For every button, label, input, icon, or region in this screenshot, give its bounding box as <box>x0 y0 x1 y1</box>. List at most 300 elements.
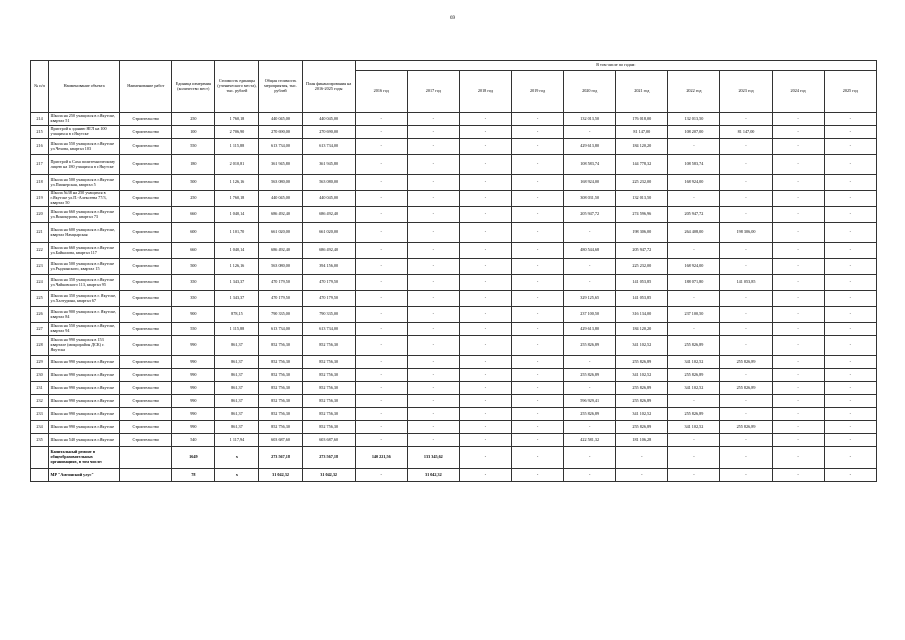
table-cell: Школа на 990 учащихся в 153 квартале (микрорайон ДСК) г. Якутска <box>49 336 120 356</box>
table-cell: Строительство <box>120 356 172 369</box>
table-cell: - <box>772 369 824 382</box>
table-cell: 341 102,52 <box>668 382 720 395</box>
table-cell: - <box>720 191 772 207</box>
table-cell: - <box>512 155 564 175</box>
table-cell: - <box>512 395 564 408</box>
table-cell: - <box>772 175 824 191</box>
table-cell: - <box>459 207 511 223</box>
table-cell: - <box>512 336 564 356</box>
table-cell: - <box>720 139 772 155</box>
table-cell: 1 040,14 <box>215 243 259 259</box>
table-row <box>31 408 877 421</box>
table-cell: - <box>824 434 876 447</box>
table-cell: 198 306,00 <box>720 223 772 243</box>
table-cell: 861,37 <box>215 421 259 434</box>
table-row <box>31 434 877 447</box>
table-cell: - <box>772 469 824 482</box>
table-cell: - <box>720 175 772 191</box>
table-cell: - <box>459 155 511 175</box>
table-cell: 790 335,00 <box>302 307 355 323</box>
table-cell: - <box>772 307 824 323</box>
table-cell: Строительство <box>120 369 172 382</box>
table-cell: 861,37 <box>215 356 259 369</box>
table-total-row <box>31 469 877 482</box>
table-cell: Строительство <box>120 421 172 434</box>
table-cell: - <box>772 447 824 469</box>
table-cell: 660 <box>172 243 215 259</box>
table-cell: - <box>824 155 876 175</box>
table-cell: - <box>407 323 459 336</box>
table-cell: - <box>772 243 824 259</box>
table-cell: - <box>407 336 459 356</box>
table-cell: - <box>720 323 772 336</box>
table-row <box>31 113 877 126</box>
table-cell: - <box>824 307 876 323</box>
table-cell: 1 343,37 <box>215 275 259 291</box>
table-cell: Строительство <box>120 434 172 447</box>
table-cell: 852 756,30 <box>302 382 355 395</box>
table-cell: - <box>512 291 564 307</box>
table-cell: 852 756,30 <box>259 336 302 356</box>
table-cell: 255 826,89 <box>668 369 720 382</box>
table-cell: - <box>355 369 407 382</box>
table-cell: 341 102,52 <box>668 356 720 369</box>
table-row <box>31 323 877 336</box>
table-cell: 900 <box>172 307 215 323</box>
table-cell: 270 690,00 <box>259 126 302 139</box>
table-cell: - <box>355 155 407 175</box>
table-cell: - <box>512 469 564 482</box>
table-cell: Школа на 990 учащихся в г.Якутске <box>49 408 120 421</box>
table-cell: - <box>407 307 459 323</box>
table-cell: Школа на 660 учащихся в г.Якутске ул.Винокурова, квартал 73 <box>49 207 120 223</box>
table-cell: - <box>355 408 407 421</box>
table-cell: 852 756,30 <box>302 395 355 408</box>
table-cell: 852 756,30 <box>259 395 302 408</box>
table-cell: - <box>668 191 720 207</box>
table-cell: 205 947,72 <box>668 207 720 223</box>
table-cell: 440 045,00 <box>302 113 355 126</box>
table-cell: 184 120,20 <box>616 323 668 336</box>
table-cell: - <box>512 447 564 469</box>
table-row <box>31 139 877 155</box>
table-cell: 596 929,41 <box>564 395 616 408</box>
table-cell: - <box>355 275 407 291</box>
table-row <box>31 155 877 175</box>
table-cell: 1649 <box>172 447 215 469</box>
table-cell: - <box>824 207 876 223</box>
table-cell: 255 826,89 <box>564 369 616 382</box>
table-cell: 255 826,89 <box>564 408 616 421</box>
table-cell: 255 826,89 <box>616 395 668 408</box>
table-cell: - <box>824 243 876 259</box>
table-cell: - <box>459 369 511 382</box>
table-cell: 234 <box>31 421 49 434</box>
table-cell: 394 156,00 <box>302 259 355 275</box>
table-cell: 220 <box>31 207 49 223</box>
table-cell: - <box>355 291 407 307</box>
table-cell: 686 492,40 <box>259 243 302 259</box>
table-cell: 250 <box>172 191 215 207</box>
table-cell: Строительство <box>120 408 172 421</box>
table-row <box>31 175 877 191</box>
table-cell: - <box>407 113 459 126</box>
col-header-2021: 2021 год <box>616 71 668 113</box>
table-cell: 229 <box>31 356 49 369</box>
table-cell: 216 <box>31 139 49 155</box>
table-cell: - <box>824 139 876 155</box>
table-cell: - <box>772 223 824 243</box>
table-row <box>31 336 877 356</box>
table-cell: 273 567,18 <box>302 447 355 469</box>
table-cell: - <box>668 139 720 155</box>
table-cell: - <box>407 155 459 175</box>
table-cell: - <box>407 408 459 421</box>
table-cell: - <box>355 223 407 243</box>
table-cell: - <box>824 275 876 291</box>
table-cell: - <box>459 139 511 155</box>
table-cell: - <box>355 113 407 126</box>
table-cell: 225 232,00 <box>616 259 668 275</box>
table-cell: 861,37 <box>215 408 259 421</box>
table-cell: - <box>668 469 720 482</box>
table-cell: - <box>512 421 564 434</box>
table-cell: - <box>459 291 511 307</box>
table-cell: Строительство <box>120 291 172 307</box>
table-cell: 132 013,50 <box>616 191 668 207</box>
table-cell: - <box>355 139 407 155</box>
table-cell: - <box>772 323 824 336</box>
table-cell: 990 <box>172 369 215 382</box>
table-cell: Строительство <box>120 113 172 126</box>
table-cell: 227 <box>31 323 49 336</box>
table-cell <box>120 469 172 482</box>
table-cell: 221 <box>31 223 49 243</box>
table-cell: 233 <box>31 408 49 421</box>
table-cell: 990 <box>172 356 215 369</box>
table-cell: - <box>564 275 616 291</box>
table-cell: - <box>512 434 564 447</box>
table-cell: 1 760,18 <box>215 191 259 207</box>
table-cell: - <box>720 207 772 223</box>
table-cell: Школа на 990 учащихся в г.Якутске <box>49 382 120 395</box>
table-cell: 341 102,52 <box>616 369 668 382</box>
table-cell: - <box>824 291 876 307</box>
table-cell: 255 826,89 <box>668 408 720 421</box>
table-cell: 852 756,30 <box>259 356 302 369</box>
table-cell: - <box>459 175 511 191</box>
table-cell: - <box>512 369 564 382</box>
table-cell: - <box>772 395 824 408</box>
table-cell: Строительство <box>120 323 172 336</box>
table-cell: - <box>564 421 616 434</box>
table-cell: 686 492,40 <box>302 207 355 223</box>
table-cell: - <box>459 223 511 243</box>
table-cell: - <box>772 421 824 434</box>
table-row <box>31 395 877 408</box>
table-cell: 878,15 <box>215 307 259 323</box>
table-cell: 141 053,85 <box>720 275 772 291</box>
table-cell: 1 117,94 <box>215 434 259 447</box>
table-cell: - <box>720 307 772 323</box>
table-cell: - <box>824 223 876 243</box>
table-cell: 215 <box>31 126 49 139</box>
table-cell: - <box>355 469 407 482</box>
col-header-2022: 2022 год <box>668 71 720 113</box>
table-cell: - <box>459 243 511 259</box>
table-cell: Строительство <box>120 307 172 323</box>
table-cell: 222 <box>31 243 49 259</box>
table-cell: 108 207,00 <box>668 126 720 139</box>
col-header-2025: 2025 год <box>824 71 876 113</box>
table-cell: - <box>407 395 459 408</box>
table-cell: Школа на 350 учащихся в г.Якутске ул.Чайковского 113, квартал 95 <box>49 275 120 291</box>
table-cell: Строительство <box>120 139 172 155</box>
table-cell: Школа на 500 учащихся в г.Якутске ул.Рыдзинского, квартал 15 <box>49 259 120 275</box>
table-cell: 361 945,80 <box>302 155 355 175</box>
table-cell: 1 343,37 <box>215 291 259 307</box>
table-cell: Школа на 990 учащихся в г.Якутске <box>49 356 120 369</box>
table-cell: 613 734,00 <box>259 139 302 155</box>
table-cell: 350 <box>172 275 215 291</box>
table-cell: 308 031,50 <box>564 191 616 207</box>
table-cell: - <box>512 259 564 275</box>
table-cell: Строительство <box>120 336 172 356</box>
table-row <box>31 356 877 369</box>
table-cell: - <box>720 259 772 275</box>
table-cell: - <box>512 323 564 336</box>
table-cell: Строительство <box>120 275 172 291</box>
table-cell: - <box>616 447 668 469</box>
col-header-2020: 2020 год <box>564 71 616 113</box>
table-cell: 329 125,65 <box>564 291 616 307</box>
table-row <box>31 307 877 323</box>
table-cell: 550 <box>172 323 215 336</box>
table-cell: - <box>512 139 564 155</box>
table-header <box>31 61 877 113</box>
table-cell: - <box>720 291 772 307</box>
table-cell: Школа на 500 учащихся в г.Якутске ул.Пионерская, квартал 5 <box>49 175 120 191</box>
table-cell: 600 <box>172 223 215 243</box>
table-cell: 341 102,52 <box>616 336 668 356</box>
table-cell: 429 613,80 <box>564 323 616 336</box>
table-cell: - <box>459 336 511 356</box>
table-cell: 660 <box>172 207 215 223</box>
table-cell: Строительство <box>120 155 172 175</box>
table-cell: 78 <box>172 469 215 482</box>
table-cell: - <box>824 126 876 139</box>
table-cell: 31 042,32 <box>302 469 355 482</box>
table-cell: - <box>720 336 772 356</box>
table-cell: 255 826,89 <box>616 356 668 369</box>
table-cell: - <box>772 382 824 395</box>
table-row <box>31 243 877 259</box>
table-cell: Школа на 600 учащихся в г.Якутске, квартал Намцырская <box>49 223 120 243</box>
table-cell: 205 947,72 <box>616 243 668 259</box>
table-cell: 686 492,40 <box>259 207 302 223</box>
col-header-2023: 2023 год <box>720 71 772 113</box>
table-cell: - <box>355 207 407 223</box>
col-header-object: Наименование объекта <box>49 61 120 113</box>
table-cell: 100 <box>172 126 215 139</box>
table-cell: 440 045,00 <box>259 113 302 126</box>
table-cell: Школа на 550 учащихся в г.Якутске ул.Чехова, квартал 103 <box>49 139 120 155</box>
table-cell: 219 <box>31 191 49 207</box>
table-cell: 852 756,30 <box>259 369 302 382</box>
table-cell: 205 947,72 <box>564 207 616 223</box>
table-cell: Капитальный ремонт в общеобразовательных организациях, в том числе: <box>49 447 120 469</box>
table-cell: - <box>564 356 616 369</box>
table-cell: - <box>772 259 824 275</box>
table-cell: 1 115,88 <box>215 139 259 155</box>
table-cell: Пристрой к зданию ЯГЛ на 100 учащихся в г.Якутске <box>49 126 120 139</box>
table-cell: - <box>772 434 824 447</box>
table-cell: 81 147,00 <box>616 126 668 139</box>
table-cell: - <box>512 175 564 191</box>
table-cell: 225 232,00 <box>616 175 668 191</box>
table-cell: 852 756,30 <box>302 336 355 356</box>
table-cell: 480 544,68 <box>564 243 616 259</box>
table-cell: 563 080,00 <box>259 259 302 275</box>
table-cell: - <box>668 291 720 307</box>
table-cell: - <box>772 207 824 223</box>
table-cell: - <box>355 434 407 447</box>
table-cell: 255 826,89 <box>668 336 720 356</box>
table-cell: 250 <box>172 113 215 126</box>
table-cell: - <box>668 447 720 469</box>
table-cell: - <box>720 395 772 408</box>
table-cell: - <box>824 323 876 336</box>
table-cell: - <box>459 395 511 408</box>
table-cell: - <box>459 323 511 336</box>
table-cell: 1 126,16 <box>215 175 259 191</box>
table-cell: - <box>720 408 772 421</box>
table-cell: - <box>824 369 876 382</box>
table-cell: - <box>512 207 564 223</box>
table-cell: - <box>720 155 772 175</box>
table-cell: Строительство <box>120 395 172 408</box>
table-cell: 563 080,00 <box>302 175 355 191</box>
table-cell: 1 101,70 <box>215 223 259 243</box>
table-cell: 168 924,00 <box>564 175 616 191</box>
col-header-2019: 2019 год <box>512 71 564 113</box>
col-header-years-group: В том числе по годам: <box>355 61 876 71</box>
table-cell: - <box>824 469 876 482</box>
col-header-unit-cost: Стоимость единицы (ученического места), тыс. рублей <box>215 61 259 113</box>
table-cell: 422 581,32 <box>564 434 616 447</box>
table-cell: - <box>512 126 564 139</box>
table-cell: - <box>407 126 459 139</box>
table-cell: - <box>355 421 407 434</box>
table-cell: 470 179,50 <box>302 275 355 291</box>
table-cell: - <box>564 223 616 243</box>
table-cell: 255 826,89 <box>720 421 772 434</box>
table-cell: - <box>772 408 824 421</box>
table-cell: - <box>407 356 459 369</box>
table-cell: - <box>407 382 459 395</box>
table-cell: 861,37 <box>215 336 259 356</box>
table-cell <box>31 469 49 482</box>
table-cell: 226 <box>31 307 49 323</box>
table-cell: - <box>512 307 564 323</box>
table-cell: - <box>355 307 407 323</box>
table-cell: - <box>407 259 459 275</box>
table-cell: - <box>355 259 407 275</box>
table-row <box>31 382 877 395</box>
table-cell: 132 013,50 <box>668 113 720 126</box>
table-cell: - <box>564 469 616 482</box>
table-cell: 225 <box>31 291 49 307</box>
table-cell: 31 042,32 <box>407 469 459 482</box>
table-row <box>31 291 877 307</box>
table-cell: 2 706,90 <box>215 126 259 139</box>
table-cell: Школа на 990 учащихся в г.Якутске <box>49 395 120 408</box>
table-cell: 217 <box>31 155 49 175</box>
table-cell: 184 120,20 <box>616 139 668 155</box>
table-cell: - <box>824 395 876 408</box>
table-cell: Школа на 660 учащихся в г.Якутске ул.Байкалова, квартал 117 <box>49 243 120 259</box>
table-cell: 852 756,30 <box>302 369 355 382</box>
table-row <box>31 259 877 275</box>
table-cell: Строительство <box>120 223 172 243</box>
table-cell: Школа на 900 учащихся в г. Якутске, квартал 84 <box>49 307 120 323</box>
table-cell: 603 687,60 <box>259 434 302 447</box>
table-cell: 132 013,50 <box>564 113 616 126</box>
table-cell: 350 <box>172 291 215 307</box>
table-cell: - <box>459 469 511 482</box>
table-cell: - <box>459 382 511 395</box>
table-cell: Строительство <box>120 243 172 259</box>
table-cell: 852 756,30 <box>259 421 302 434</box>
table-cell: - <box>720 434 772 447</box>
table-cell: - <box>564 447 616 469</box>
table-cell: Школа на 250 учащихся в г.Якутске, квартал 51 <box>49 113 120 126</box>
table-cell: 176 018,00 <box>616 113 668 126</box>
table-cell: - <box>564 259 616 275</box>
table-cell: х <box>215 447 259 469</box>
table-cell: 168 924,00 <box>668 175 720 191</box>
table-cell: - <box>407 421 459 434</box>
col-header-unit: Единица измерения (количество мест) <box>172 61 215 113</box>
table-row <box>31 421 877 434</box>
table-cell: - <box>824 191 876 207</box>
table-body <box>31 113 877 482</box>
table-cell: х <box>215 469 259 482</box>
table-cell: - <box>616 469 668 482</box>
table-cell: 235 <box>31 434 49 447</box>
table-cell: - <box>459 434 511 447</box>
table-cell: 316 134,00 <box>616 307 668 323</box>
table-cell: 990 <box>172 395 215 408</box>
col-header-2024: 2024 год <box>772 71 824 113</box>
table-cell: - <box>459 259 511 275</box>
table-cell: - <box>459 447 511 469</box>
table-cell: 613 734,00 <box>302 139 355 155</box>
table-cell: 218 <box>31 175 49 191</box>
table-cell: 214 <box>31 113 49 126</box>
table-cell: 255 826,89 <box>564 336 616 356</box>
table-cell: - <box>407 275 459 291</box>
table-cell: 990 <box>172 336 215 356</box>
table-cell: 990 <box>172 382 215 395</box>
col-header-2017: 2017 год <box>407 71 459 113</box>
table-cell: 31 042,32 <box>259 469 302 482</box>
table-cell: - <box>668 323 720 336</box>
table-cell: - <box>512 382 564 395</box>
table-cell: 237 100,50 <box>564 307 616 323</box>
table-cell: - <box>512 408 564 421</box>
table-cell: Пристрой к Саха политехническому лицею на 180 учащихся в г.Якутске <box>49 155 120 175</box>
